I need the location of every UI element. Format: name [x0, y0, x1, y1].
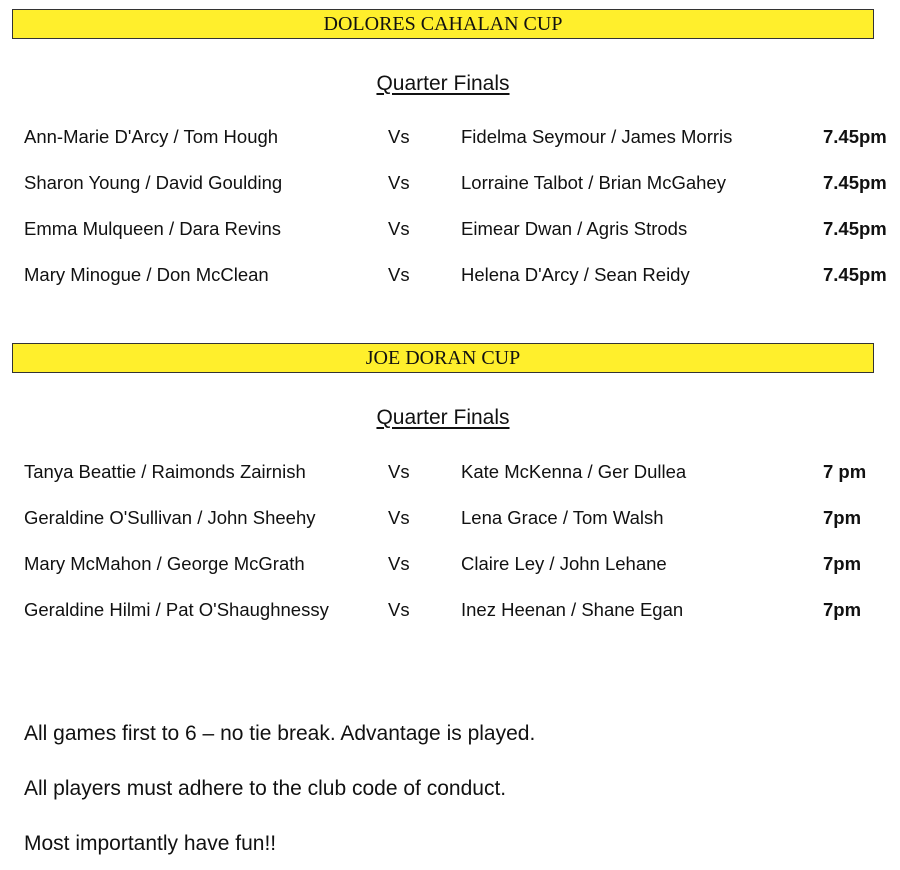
match-row	[0, 264, 900, 294]
cup-title: DOLORES CAHALAN CUP	[323, 12, 563, 35]
match-row	[0, 553, 900, 583]
match-time: 7pm	[823, 553, 862, 574]
match-row	[0, 599, 900, 629]
vs-label: Vs	[388, 264, 410, 285]
vs-label: Vs	[388, 126, 410, 147]
cup-title-banner	[12, 343, 874, 373]
team-b: Lorraine Talbot / Brian McGahey	[461, 172, 726, 193]
team-b: Lena Grace / Tom Walsh	[461, 507, 664, 528]
match-row	[0, 461, 900, 491]
vs-label: Vs	[388, 599, 410, 620]
match-time: 7.45pm	[823, 264, 887, 285]
team-a: Emma Mulqueen / Dara Revins	[24, 218, 282, 239]
vs-label: Vs	[388, 461, 410, 482]
match-time: 7.45pm	[823, 218, 887, 239]
conduct-note: All players must adhere to the club code of conduct.	[24, 777, 507, 800]
team-b: Eimear Dwan / Agris Strods	[461, 218, 688, 239]
match-time: 7.45pm	[823, 126, 887, 147]
vs-label: Vs	[388, 218, 410, 239]
match-row	[0, 126, 900, 156]
team-a: Mary McMahon / George McGrath	[24, 553, 305, 574]
team-a: Mary Minogue / Don McClean	[24, 264, 269, 285]
cup-title: JOE DORAN CUP	[365, 346, 521, 369]
vs-label: Vs	[388, 507, 410, 528]
team-b: Fidelma Seymour / James Morris	[461, 126, 733, 147]
fun-note: Most importantly have fun!!	[24, 832, 277, 855]
match-time: 7 pm	[823, 461, 867, 482]
team-a: Geraldine O'Sullivan / John Sheehy	[24, 507, 316, 528]
vs-label: Vs	[388, 553, 410, 574]
match-time: 7pm	[823, 507, 862, 528]
team-b: Helena D'Arcy / Sean Reidy	[461, 264, 690, 285]
match-row	[0, 172, 900, 202]
team-b: Claire Ley / John Lehane	[461, 553, 667, 574]
match-time: 7.45pm	[823, 172, 887, 193]
team-a: Sharon Young / David Goulding	[24, 172, 283, 193]
rules-note: All games first to 6 – no tie break. Advantage is played.	[24, 722, 536, 745]
vs-label: Vs	[388, 172, 410, 193]
team-a: Geraldine Hilmi / Pat O'Shaughnessy	[24, 599, 329, 620]
round-heading: Quarter Finals	[376, 406, 510, 429]
team-a: Tanya Beattie / Raimonds Zairnish	[24, 461, 306, 482]
match-row	[0, 507, 900, 537]
team-b: Inez Heenan / Shane Egan	[461, 599, 684, 620]
cup-title-banner	[12, 9, 874, 39]
round-heading: Quarter Finals	[376, 72, 510, 95]
match-row	[0, 218, 900, 248]
team-a: Ann-Marie D'Arcy / Tom Hough	[24, 126, 279, 147]
match-time: 7pm	[823, 599, 862, 620]
team-b: Kate McKenna / Ger Dullea	[461, 461, 687, 482]
